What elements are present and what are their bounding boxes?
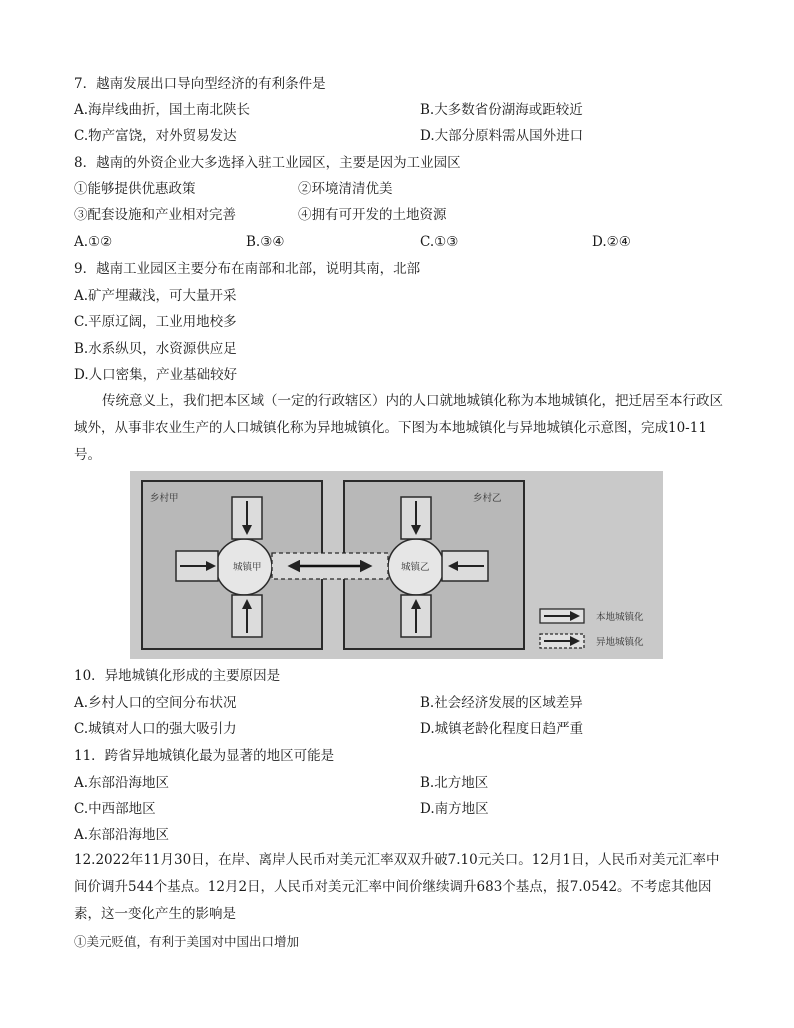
q10-option-b: B.社会经济发展的区域差异	[420, 695, 583, 711]
village-a-label: 乡村甲	[150, 493, 179, 504]
town-a-label: 城镇甲	[233, 562, 262, 573]
q8-statement-2: ②环境清清优美	[298, 181, 393, 197]
q7-option-d: D.大部分原料需从国外进口	[420, 128, 584, 144]
legend-remote-label: 异地城镇化	[596, 637, 644, 648]
q8-option-d: D.②④	[592, 234, 631, 250]
q8-stem: 8．越南的外资企业大多选择入驻工业园区，主要是因为工业园区	[74, 155, 461, 171]
q9-stem: 9．越南工业园区主要分布在南部和北部，说明其南，北部	[74, 261, 421, 277]
q11-answer: A.东部沿海地区	[74, 827, 170, 843]
urbanization-diagram	[130, 471, 663, 659]
q11-option-a: A.东部沿海地区	[74, 775, 170, 791]
q8-option-c: C.①③	[420, 234, 459, 250]
q7-option-b: B.大多数省份湖海或距较近	[420, 102, 583, 118]
legend-local-label: 本地城镇化	[596, 612, 644, 623]
q8-option-b: B.③④	[246, 234, 285, 250]
q11-stem: 11．跨省异地城镇化最为显著的地区可能是	[74, 748, 335, 764]
q8-statement-1: ①能够提供优惠政策	[74, 181, 196, 197]
q9-option-d: D.人口密集，产业基础较好	[74, 367, 238, 383]
q7-option-c: C.物产富饶，对外贸易发达	[74, 128, 237, 144]
town-b-label: 城镇乙	[401, 562, 430, 573]
q8-statement-3: ③配套设施和产业相对完善	[74, 207, 236, 223]
passage	[74, 388, 726, 469]
q8-option-a: A.①②	[74, 234, 113, 250]
q11-option-c: C.中西部地区	[74, 801, 156, 817]
q9-option-b: B.水系纵贝，水资源供应足	[74, 341, 237, 357]
passage-text: 传统意义上，我们把本区域（一定的行政辖区）内的人口就地城镇化称为本地城镇化，把迁居至本行政区域外，从事非农业生产的人口城镇化称为异地城镇化。下图为本地城镇化与异地城镇化示意图，完成10-11号。	[74, 393, 723, 463]
q12-stem: 12.2022年11月30日，在岸、离岸人民币对美元汇率双双升破7.10元关口。12月1日，人民币对美元汇率中间价调升544个基点。12月2日，人民币对美元汇率中间价继续调升683个基点，报7.0542。不考虑其他因素，这一变化产生的影响是	[74, 852, 720, 922]
q11-option-b: B.北方地区	[420, 775, 489, 791]
q8-statement-4: ④拥有可开发的土地资源	[298, 207, 447, 223]
q10-stem: 10．异地城镇化形成的主要原因是	[74, 668, 281, 684]
q11-option-d: D.南方地区	[420, 801, 489, 817]
q7-stem: 7．越南发展出口导向型经济的有利条件是	[74, 76, 326, 92]
q10-option-c: C.城镇对人口的强大吸引力	[74, 721, 237, 737]
q12-statement-1: ①美元贬值，有利于美国对中国出口增加	[74, 934, 300, 949]
village-b-label: 乡村乙	[473, 493, 502, 504]
q7-option-a: A.海岸线曲折，国土南北陕长	[74, 102, 251, 118]
q10-option-d: D.城镇老龄化程度日趋严重	[420, 721, 584, 737]
q10-option-a: A.乡村人口的空间分布状况	[74, 695, 237, 711]
q9-option-a: A.矿产埋藏浅，可大量开采	[74, 288, 237, 304]
q9-option-c: C.平原辽阔，工业用地校多	[74, 314, 237, 330]
